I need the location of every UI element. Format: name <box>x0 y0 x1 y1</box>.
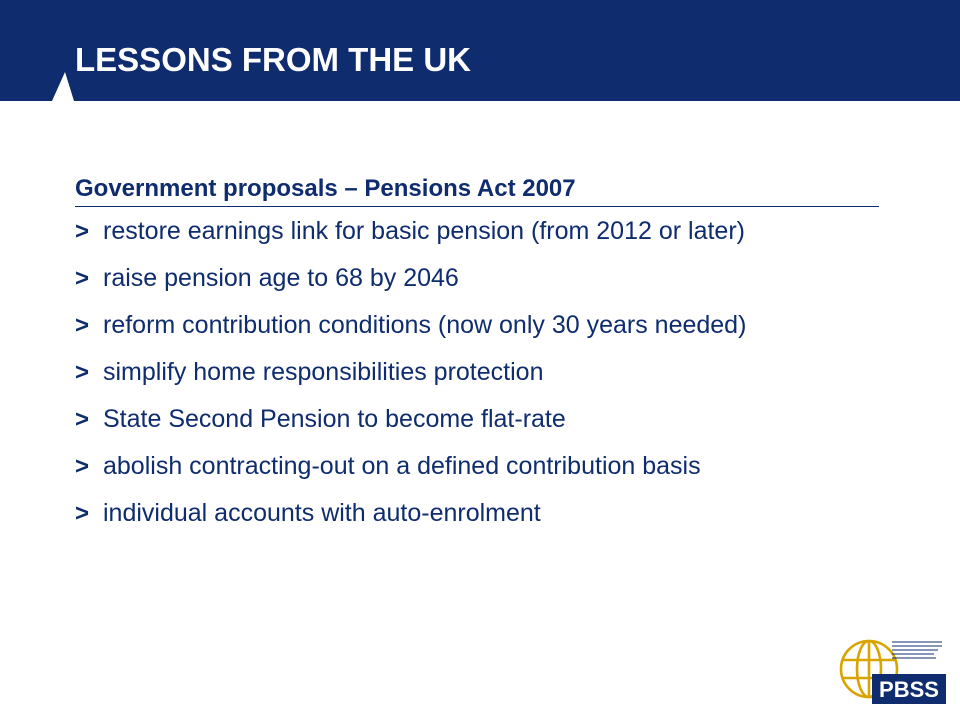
bullet-text: reform contribution conditions (now only 30 years needed) <box>103 311 747 339</box>
bullet-arrow-icon: > <box>75 312 90 339</box>
bullet-item <box>75 399 945 446</box>
pbss-logo-text: PBSS <box>879 677 939 702</box>
bullet-item <box>75 211 945 258</box>
bullet-arrow-icon: > <box>75 218 90 245</box>
slide-content <box>75 172 945 540</box>
bullet-item <box>75 258 945 305</box>
bullet-item <box>75 305 945 352</box>
bullet-item <box>75 493 945 540</box>
org-name-lines <box>892 642 942 658</box>
bullet-arrow-icon: > <box>75 359 90 386</box>
bullet-arrow-icon: > <box>75 500 90 527</box>
bullet-item <box>75 352 945 399</box>
bullet-list <box>75 211 945 540</box>
bullet-text: raise pension age to 68 by 2046 <box>103 264 459 292</box>
bullet-arrow-icon: > <box>75 406 90 433</box>
section-heading: Government proposals – Pensions Act 2007 <box>75 172 879 207</box>
bullet-text: restore earnings link for basic pension (from 2012 or later) <box>103 217 745 245</box>
slide-title: LESSONS FROM THE UK <box>75 41 472 78</box>
bullet-arrow-icon: > <box>75 453 90 480</box>
bullet-arrow-icon: > <box>75 265 90 292</box>
bullet-text: individual accounts with auto-enrolment <box>103 499 541 527</box>
bullet-item <box>75 446 945 493</box>
bullet-text: simplify home responsibilities protection <box>103 358 544 386</box>
bullet-text: State Second Pension to become flat-rate <box>103 405 566 433</box>
pbss-logo <box>838 636 950 706</box>
bullet-text: abolish contracting-out on a defined contribution basis <box>103 452 701 480</box>
